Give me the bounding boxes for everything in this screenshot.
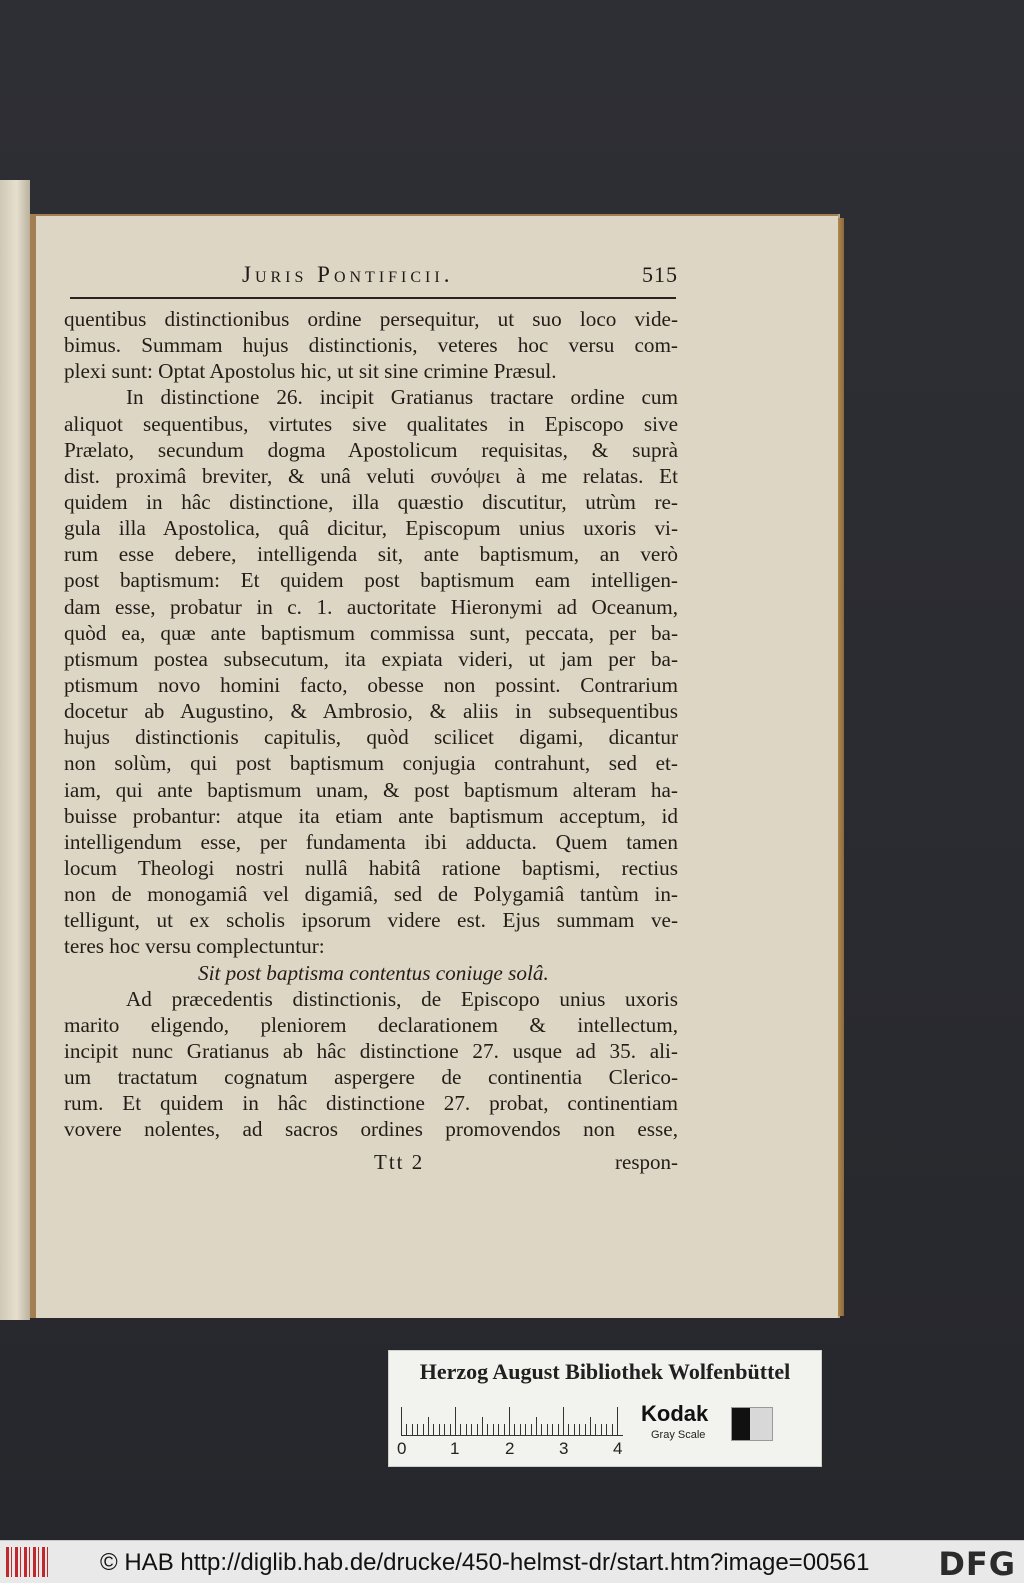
scale-tick [482,1417,483,1435]
text-line: marito eligendo, pleniorem declarationem & intellectum, [64,1012,678,1037]
gray-scale-label: Gray Scale [651,1429,706,1441]
scale-tick [460,1424,461,1435]
scale-tick [428,1417,429,1435]
scale-tick [433,1424,434,1435]
scale-numbers [397,1439,637,1461]
scale-tick [509,1407,510,1435]
text-line: non solùm, qui post baptismum conjugia contrahunt, sed et- [64,751,678,776]
text-line: dam esse, probatur in c. 1. auctoritate Hieronymi ad Oceanum, [64,594,678,619]
scale-ruler [401,1405,623,1436]
text-line: docetur ab Augustino, & Ambrosio, & aliis in subsequentibus [64,699,678,724]
running-head [242,262,678,292]
scale-tick [525,1424,526,1435]
scale-tick [444,1424,445,1435]
library-label [388,1350,822,1467]
text-line: gula illa Apostolica, quâ dicitur, Episcopum unius uxoris vi- [64,516,678,541]
verse-line: Sit post baptisma contentus coniuge solâ. [198,960,549,985]
scale-tick [612,1424,613,1435]
text-line: quidem in hâc distinctione, illa quæstio discutitur, utrùm re- [64,489,678,514]
running-title: Juris Pontificii. [242,262,454,287]
text-line: teres hoc versu complectuntur: [64,934,325,959]
scale-tick [531,1424,532,1435]
scale-tick [558,1424,559,1435]
scale-tick [617,1407,618,1435]
text-line: rum esse debere, intelligenda sit, ante baptismum, an verò [64,542,678,567]
barcode-icon [6,1547,50,1577]
kodak-gray-patch [731,1407,773,1441]
scale-tick [520,1424,521,1435]
scale-tick [487,1424,488,1435]
text-line: ptismum novo homini facto, obesse non possint. Contrarium [64,672,678,697]
scale-number: 3 [559,1439,569,1458]
scale-tick [541,1424,542,1435]
library-name: Herzog August Bibliothek Wolfenbüttel [419,1359,791,1384]
scale-tick [504,1424,505,1435]
scale-tick [574,1424,575,1435]
scale-tick [536,1417,537,1435]
text-line: quòd ea, quæ ante baptismum commissa sunt, peccata, per ba- [64,620,678,645]
scale-tick [466,1424,467,1435]
scale-tick [417,1424,418,1435]
scale-number: 2 [505,1439,515,1458]
scale-tick [477,1424,478,1435]
scale-number: 0 [397,1439,407,1458]
scale-tick [514,1424,515,1435]
scale-tick [450,1424,451,1435]
text-line: In distinctione 26. incipit Gratianus tractare ordine cum [126,385,678,410]
scale-tick [585,1424,586,1435]
previous-leaf-edge [0,180,30,1320]
text-line: rum. Et quidem in hâc distinctione 27. probat, continentiam [64,1091,678,1116]
scale-tick [590,1417,591,1435]
text-line: aliquot sequentibus, virtutes sive qualitates in Episcopo sive [64,411,678,436]
text-line: incipit nunc Gratianus ab hâc distinctione 27. usque ad 35. ali- [64,1038,678,1063]
scale-tick [498,1424,499,1435]
text-block [64,306,678,1143]
scale-tick [606,1424,607,1435]
scale-tick [439,1424,440,1435]
text-line: hujus distinctionis capitulis, quòd scilicet digami, dicantur [64,725,678,750]
catchword: respon- [615,1150,678,1174]
scale-tick [547,1424,548,1435]
scale-number: 4 [613,1439,623,1458]
text-line: Prælato, secundum dogma Apostolicum requisitas, & suprà [64,437,678,462]
text-line: telligunt, ut ex scholis ipsorum videre est. Ejus summam ve- [64,908,678,933]
scale-tick [552,1424,553,1435]
scale-tick [401,1407,402,1435]
text-line: iam, qui ante baptismum unam, & post baptismum alteram ha- [64,777,678,802]
text-line: post baptismum: Et quidem post baptismum eam intelligen- [64,568,678,593]
text-line: quentibus distinctionibus ordine persequitur, ut suo loco vide- [64,307,678,331]
text-line: bimus. Summam hujus distinctionis, veteres hoc versu com- [64,333,678,358]
scale-tick [579,1424,580,1435]
scale-tick [455,1407,456,1435]
kodak-brand: Kodak [641,1401,709,1426]
copyright-url[interactable]: © HAB http://diglib.hab.de/drucke/450-helmst-dr/start.htm?image=00561 [100,1549,870,1576]
text-line: um tractatum cognatum aspergere de continentia Clerico- [64,1065,678,1090]
footer-bar [0,1540,1024,1583]
scale-tick [412,1424,413,1435]
text-line: plexi sunt: Optat Apostolus hic, ut sit sine crimine Præsul. [64,359,557,384]
text-line: buisse probantur: atque ita etiam ante baptismum acceptum, id [64,803,678,828]
page-number: 515 [642,262,678,287]
text-line: ptismum postea subsecutum, ita expiata videri, ut jam per ba- [64,646,678,671]
text-line: Ad præcedentis distinctionis, de Episcopo unius uxoris [126,986,678,1011]
text-line: locum Theologi nostri nullâ habitâ ratione baptismi, rectius [64,855,678,880]
scale-tick [595,1424,596,1435]
head-rule [70,297,676,299]
text-line: non de monogamiâ vel digamiâ, sed de Polygamiâ tantùm in- [64,882,678,907]
signature-mark: Ttt 2 [374,1150,425,1174]
text-line: dist. proximâ breviter, & unâ veluti συνόψει à me relatas. Et [64,463,678,488]
scale-number: 1 [450,1439,460,1458]
scale-tick [493,1424,494,1435]
scale-tick [601,1424,602,1435]
text-line: vovere nolentes, ad sacros ordines promovendos non esse, [64,1117,678,1142]
scale-tick [471,1424,472,1435]
scale-tick [568,1424,569,1435]
scale-tick [563,1407,564,1435]
page-foot [64,1150,678,1178]
dfg-logo: DFG [938,1545,1016,1583]
scale-tick [423,1424,424,1435]
scale-tick [406,1424,407,1435]
text-line: intelligendum esse, per fundamenta ibi adducta. Quem tamen [64,829,678,854]
